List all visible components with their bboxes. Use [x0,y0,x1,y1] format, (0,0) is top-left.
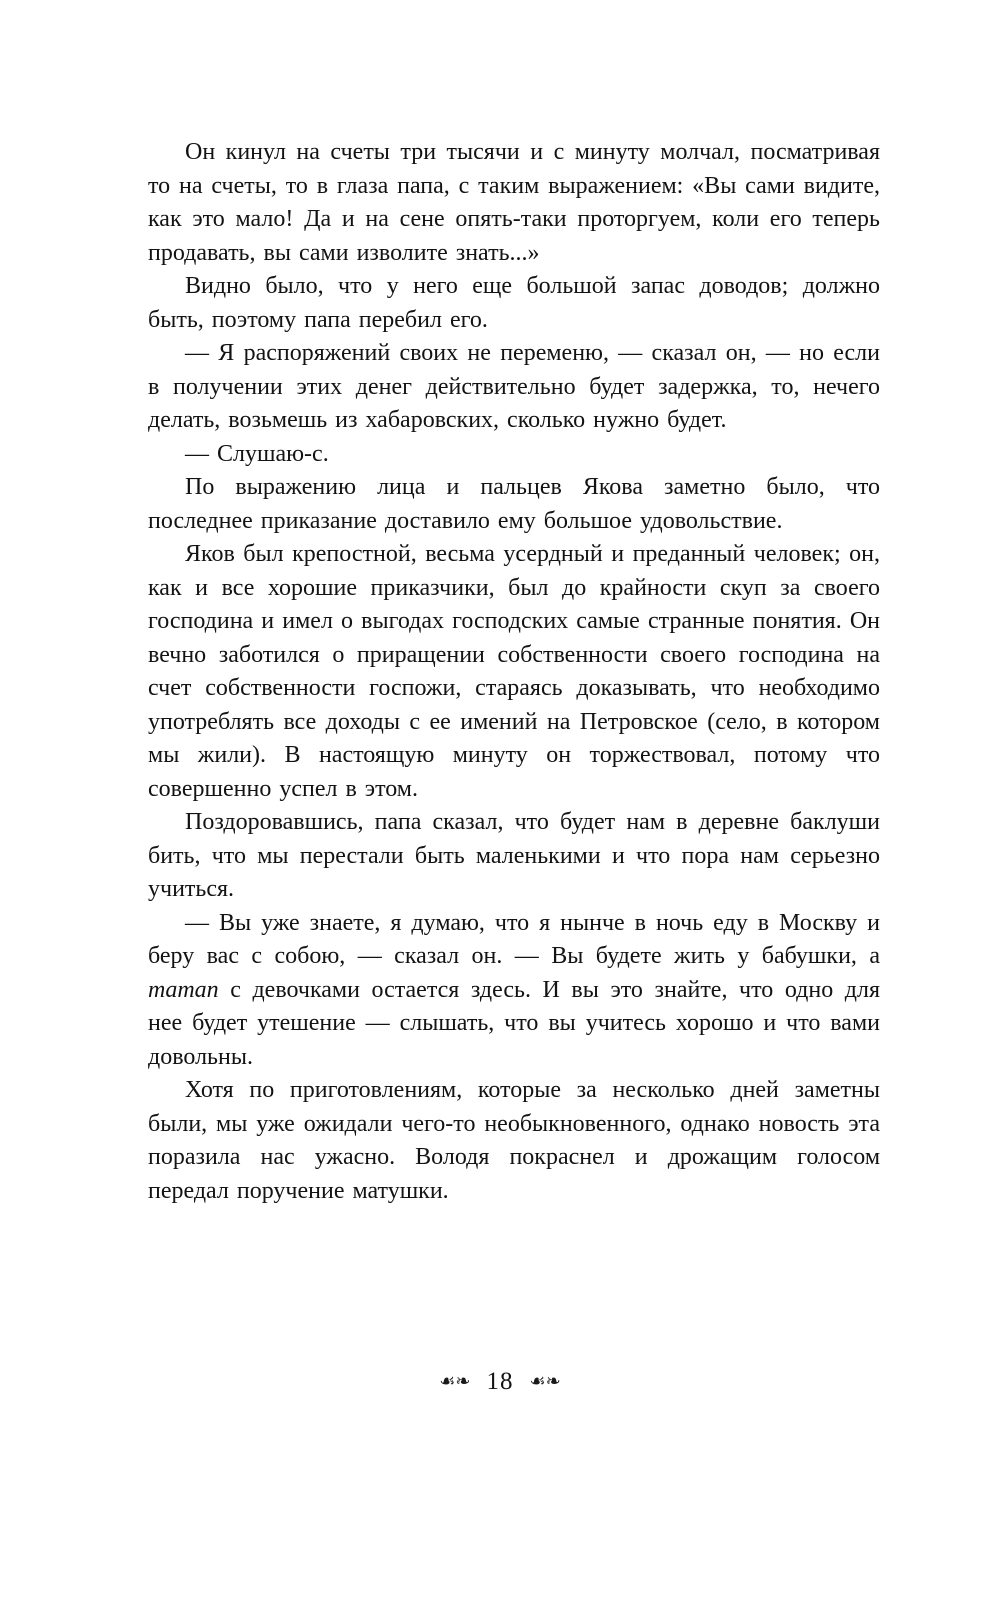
paragraph [148,337,880,438]
paragraph [148,438,880,472]
paragraph [148,1074,880,1208]
paragraph-text: — Слушаю-с. [185,440,329,467]
paragraph-text: с девочками остается здесь. И вы это знайте, что одно для нее будет утешение — слышать, что вы учитесь хорошо и что вами довольны. [148,976,880,1070]
paragraph-text: Он кинул на счеты три тысячи и с минуту молчал, посматривая то на счеты, то в глаза папа, с таким выражением: «Вы сами видите, как это мало! Да и на сене опять-таки проторгуем, коли его теперь продавать, вы сами изволите знать...» [148,139,880,266]
paragraph [148,907,880,1075]
page-text [148,136,880,1208]
fleuron-left-icon: ☙❧ [439,1371,471,1392]
paragraph-text: — Я распоряжений своих не переменю, — сказал он, — но если в получении этих денег действительно будет задержка, то, нечего делать, возьмешь из хабаровских, сколько нужно будет. [148,340,880,433]
page-number: 18 [486,1368,514,1395]
paragraph-text: Видно было, что у него еще большой запас доводов; должно быть, поэтому папа перебил его. [148,273,880,333]
paragraph [148,270,880,337]
paragraph [148,136,880,270]
paragraph-text-italic: maman [148,976,219,1003]
paragraph-text: По выражению лица и пальцев Якова заметно было, что последнее приказание доставило ему большое удовольствие. [148,474,880,534]
fleuron-right-icon: ☙❧ [529,1371,561,1392]
page-footer [0,1368,1000,1396]
paragraph-text: Яков был крепостной, весьма усердный и преданный человек; он, как и все хорошие приказчики, был до крайности скуп за своего господина и имел о выгодах господских самые странные понятия. Он вечно заботился о приращении собственности своего господина на счет собственности госпожи, стараясь доказывать, что необходимо употреблять все доходы с ее имений на Петровское (село, в котором мы жили). В настоящую минуту он торжествовал, потому что совершенно успел в этом. [148,541,880,802]
paragraph-text: Поздоровавшись, папа сказал, что будет нам в деревне баклуши бить, что мы перестали быть маленькими и что пора нам серьезно учиться. [148,809,880,902]
paragraph [148,538,880,806]
paragraph-text: Хотя по приготовлениям, которые за несколько дней заметны были, мы уже ожидали чего-то необыкновенного, однако новость эта поразила нас ужасно. Володя покраснел и дрожащим голосом передал поручение матушки. [148,1077,880,1204]
paragraph [148,806,880,907]
paragraph [148,471,880,538]
paragraph-text: — Вы уже знаете, я думаю, что я нынче в ночь еду в Москву и беру вас с собою, — сказал он. — Вы будете жить у бабушки, а [148,909,880,969]
